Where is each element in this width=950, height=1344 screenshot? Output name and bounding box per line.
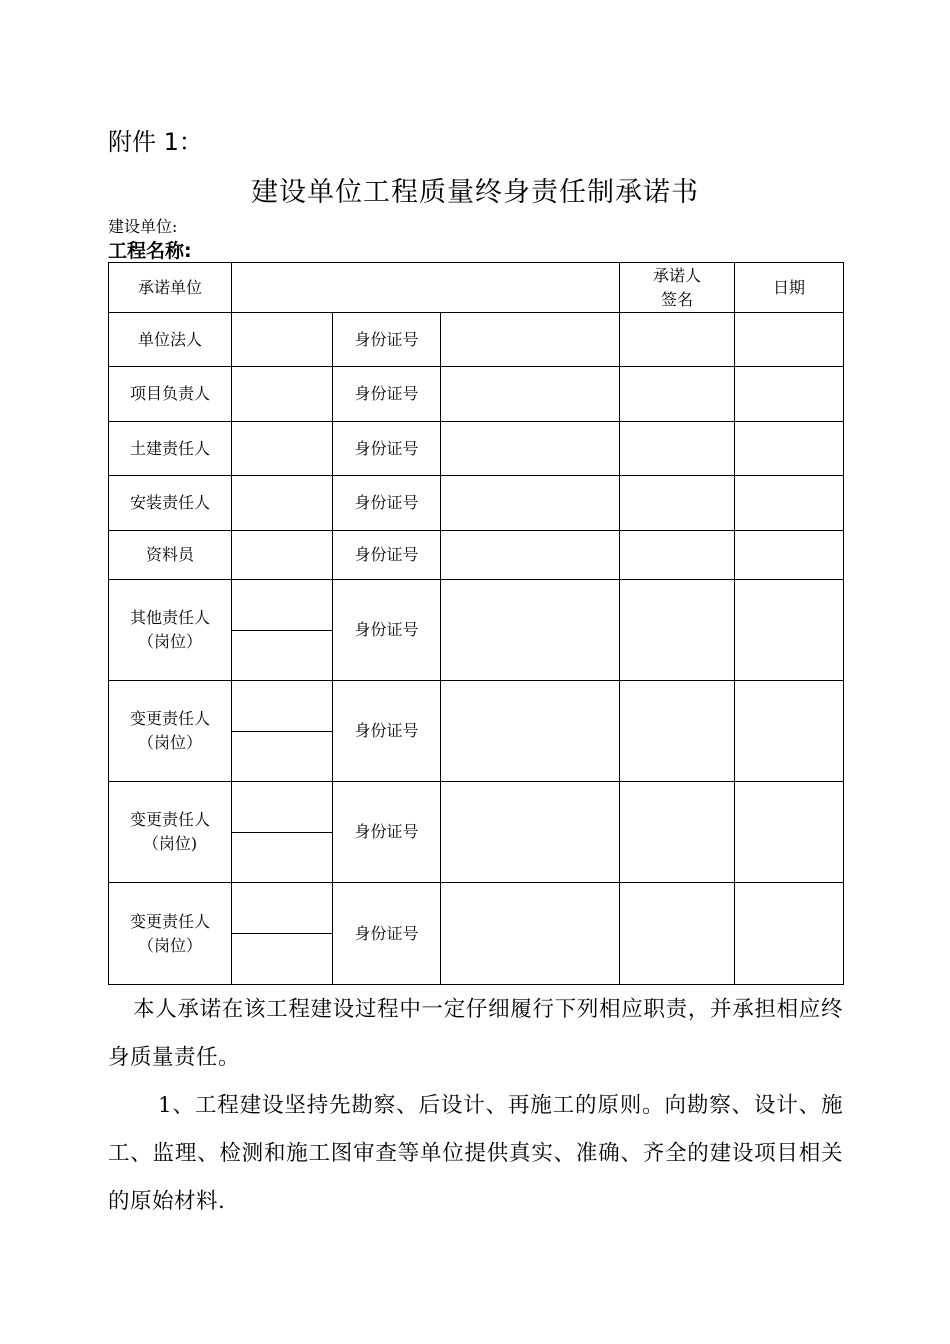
signature-cell[interactable] (620, 883, 735, 985)
date-cell[interactable] (735, 422, 844, 476)
post-subcell[interactable] (232, 732, 332, 782)
id-label-cell: 身份证号 (333, 476, 441, 531)
date-cell[interactable] (735, 476, 844, 531)
commitment-paragraph: 本人承诺在该工程建设过程中一定仔细履行下列相应职责，并承担相应终身质量责任。 (108, 997, 843, 1070)
id-value-cell[interactable] (441, 782, 620, 883)
header-cell-date: 日期 (735, 263, 844, 313)
id-value-cell[interactable] (441, 883, 620, 985)
date-cell[interactable] (735, 531, 844, 580)
id-value-cell[interactable] (441, 422, 620, 476)
table-row (109, 422, 844, 476)
id-label-cell: 身份证号 (333, 580, 441, 681)
name-cell[interactable] (232, 367, 333, 422)
id-value-cell[interactable] (441, 476, 620, 531)
name-cell[interactable] (232, 531, 333, 580)
page-title: 建设单位工程质量终身责任制承诺书 (251, 177, 699, 208)
date-cell[interactable] (735, 367, 844, 422)
id-value-cell[interactable] (441, 531, 620, 580)
project-name-label: 工程名称: (108, 240, 192, 262)
role-cell: 变更责任人 （岗位) (109, 782, 232, 883)
date-cell[interactable] (735, 883, 844, 985)
id-label-cell: 身份证号 (333, 782, 441, 883)
name-subcell[interactable] (232, 883, 332, 934)
table-row (109, 313, 844, 367)
header-cell-signature: 承诺人 签名 (620, 263, 735, 313)
id-value-cell[interactable] (441, 313, 620, 367)
date-cell[interactable] (735, 580, 844, 681)
name-post-cell[interactable] (232, 580, 333, 681)
table-header-row (109, 263, 844, 313)
name-subcell[interactable] (232, 681, 332, 732)
id-label-cell: 身份证号 (333, 367, 441, 422)
name-post-cell[interactable] (232, 681, 333, 782)
table-row (109, 883, 844, 985)
attachment-label: 附件 1： (108, 128, 203, 156)
construction-unit-label: 建设单位: (108, 217, 178, 236)
commitment-table (108, 262, 844, 985)
name-cell[interactable] (232, 422, 333, 476)
id-value-cell[interactable] (441, 681, 620, 782)
role-cell: 变更责任人 （岗位） (109, 883, 232, 985)
signature-cell[interactable] (620, 580, 735, 681)
post-subcell[interactable] (232, 833, 332, 883)
name-subcell[interactable] (232, 580, 332, 631)
clause-1-paragraph: 1、工程建设坚持先勘察、后设计、再施工的原则。向勘察、设计、施工、监理、检测和施工图审查等单位提供真实、准确、齐全的建设项目相关的原始材料. (108, 1093, 843, 1214)
signature-cell[interactable] (620, 531, 735, 580)
id-value-cell[interactable] (441, 580, 620, 681)
signature-cell[interactable] (620, 476, 735, 531)
id-label-cell: 身份证号 (333, 313, 441, 367)
name-post-cell[interactable] (232, 782, 333, 883)
role-cell: 安装责任人 (109, 476, 232, 531)
role-cell: 资料员 (109, 531, 232, 580)
name-post-cell[interactable] (232, 883, 333, 985)
id-label-cell: 身份证号 (333, 422, 441, 476)
header-cell-unit: 承诺单位 (109, 263, 232, 313)
id-label-cell: 身份证号 (333, 883, 441, 985)
signature-cell[interactable] (620, 782, 735, 883)
id-value-cell[interactable] (441, 367, 620, 422)
table-row (109, 681, 844, 782)
name-cell[interactable] (232, 313, 333, 367)
signature-cell[interactable] (620, 422, 735, 476)
role-cell: 其他责任人 （岗位） (109, 580, 232, 681)
post-subcell[interactable] (232, 631, 332, 681)
table-row (109, 782, 844, 883)
table-row (109, 580, 844, 681)
post-subcell[interactable] (232, 934, 332, 984)
date-cell[interactable] (735, 681, 844, 782)
signature-cell[interactable] (620, 681, 735, 782)
signature-cell[interactable] (620, 313, 735, 367)
role-cell: 单位法人 (109, 313, 232, 367)
unit-value-cell[interactable] (232, 263, 620, 313)
table-row (109, 367, 844, 422)
id-label-cell: 身份证号 (333, 531, 441, 580)
name-cell[interactable] (232, 476, 333, 531)
signature-cell[interactable] (620, 367, 735, 422)
table-row (109, 476, 844, 531)
name-subcell[interactable] (232, 782, 332, 833)
id-label-cell: 身份证号 (333, 681, 441, 782)
date-cell[interactable] (735, 313, 844, 367)
role-cell: 变更责任人 （岗位） (109, 681, 232, 782)
role-cell: 项目负责人 (109, 367, 232, 422)
table-row (109, 531, 844, 580)
role-cell: 土建责任人 (109, 422, 232, 476)
date-cell[interactable] (735, 782, 844, 883)
